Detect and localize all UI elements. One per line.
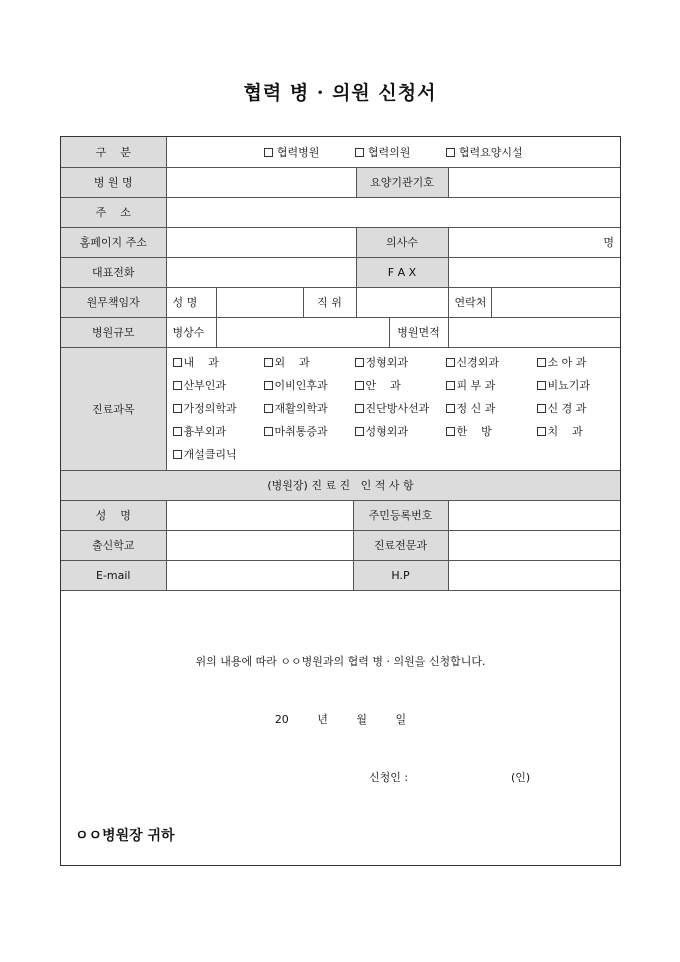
application-form (60, 136, 621, 866)
checkbox-icon[interactable] (537, 381, 546, 390)
department-option[interactable] (355, 377, 446, 393)
category-row (61, 137, 620, 167)
manager-name-label: 성 명 (166, 287, 216, 317)
department-label: 성형외과 (365, 425, 409, 438)
department-label: 신경외과 (456, 356, 500, 369)
departments-label: 진료과목 (61, 347, 166, 470)
form-table (61, 137, 620, 591)
phone-row (61, 257, 620, 287)
departments-grid (173, 351, 615, 466)
manager-row (61, 287, 620, 317)
department-label: 한 방 (456, 425, 492, 438)
addressee: ㅇㅇ병원장 귀하 (75, 828, 175, 844)
checkbox-icon[interactable] (173, 358, 182, 367)
address-label: 주 소 (61, 197, 166, 227)
fax-label: F A X (356, 257, 448, 287)
department-option[interactable] (537, 377, 607, 393)
department-option[interactable] (173, 400, 264, 416)
department-label: 내 과 (183, 356, 219, 369)
checkbox-icon[interactable] (355, 381, 364, 390)
department-label: 재활의학과 (274, 402, 328, 415)
department-label: 외 과 (274, 356, 310, 369)
checkbox-icon[interactable] (355, 404, 364, 413)
department-label: 가정의학과 (183, 402, 237, 415)
scale-row (61, 317, 620, 347)
department-label: 비뇨기과 (547, 379, 591, 392)
email-label: E-mail (61, 560, 166, 590)
specialty-field[interactable] (448, 530, 620, 560)
department-label: 정형외과 (365, 356, 409, 369)
checkbox-icon[interactable] (173, 404, 182, 413)
doctor-count-field[interactable] (448, 227, 620, 257)
rrn-label: 주민등록번호 (353, 500, 448, 530)
phone-field[interactable] (166, 257, 356, 287)
department-label: 진단방사선과 (365, 402, 430, 415)
department-option[interactable] (173, 423, 264, 439)
department-label: 피 부 과 (456, 379, 496, 392)
application-statement: 위의 내용에 따라 ㅇㅇ병원과의 협력 병 · 의원을 신청합니다. (195, 655, 486, 668)
school-field[interactable] (166, 530, 353, 560)
fax-field[interactable] (448, 257, 620, 287)
checkbox-icon[interactable] (264, 404, 273, 413)
category-options (166, 137, 620, 167)
hospital-name-row (61, 167, 620, 197)
checkbox-icon[interactable] (537, 404, 546, 413)
departments-cell (166, 347, 620, 470)
email-row (61, 560, 620, 590)
department-label: 신 경 과 (547, 402, 587, 415)
director-name-field[interactable] (166, 500, 353, 530)
department-label: 개설클리닉 (183, 448, 237, 461)
area-field[interactable] (448, 317, 620, 347)
departments-row (61, 347, 620, 470)
manager-position-label: 직 위 (303, 287, 356, 317)
department-option[interactable] (264, 354, 355, 370)
homepage-row (61, 227, 620, 257)
email-field[interactable] (166, 560, 353, 590)
department-option[interactable] (537, 423, 607, 439)
manager-label: 원무책임자 (61, 287, 166, 317)
department-option[interactable] (537, 400, 607, 416)
checkbox-icon[interactable] (537, 427, 546, 436)
department-option[interactable] (173, 354, 264, 370)
checkbox-icon[interactable] (446, 427, 455, 436)
institution-code-label: 요양기관기호 (356, 167, 448, 197)
address-row (61, 197, 620, 227)
checkbox-icon[interactable] (173, 450, 182, 459)
beds-label: 병상수 (166, 317, 216, 347)
manager-contact-field[interactable] (491, 287, 620, 317)
department-label: 정 신 과 (456, 402, 496, 415)
signature-section (61, 629, 620, 865)
doctor-count-unit: 명 (603, 236, 615, 249)
checkbox-icon[interactable] (355, 358, 364, 367)
director-name-row (61, 500, 620, 530)
homepage-label: 홈페이지 주소 (61, 227, 166, 257)
department-option[interactable] (355, 400, 446, 416)
department-option[interactable] (173, 446, 264, 462)
phone-label: 대표전화 (61, 257, 166, 287)
checkbox-icon[interactable] (264, 427, 273, 436)
director-header-row (61, 470, 620, 500)
manager-contact-label: 연락처 (448, 287, 491, 317)
department-option[interactable] (446, 354, 537, 370)
checkbox-icon[interactable] (446, 148, 455, 157)
department-option[interactable] (537, 354, 607, 370)
address-field[interactable] (166, 197, 620, 227)
director-name-label: 성 명 (61, 500, 166, 530)
checkbox-icon[interactable] (537, 358, 546, 367)
hospital-name-field[interactable] (166, 167, 356, 197)
homepage-field[interactable] (166, 227, 356, 257)
hp-label: H.P (353, 560, 448, 590)
department-label: 이비인후과 (274, 379, 328, 392)
hospital-name-label: 병 원 명 (61, 167, 166, 197)
category-label: 구 분 (61, 137, 166, 167)
option-partner-clinic[interactable]: 협력의원 (355, 146, 411, 159)
seal-label: (인) (511, 771, 531, 784)
department-option[interactable] (355, 354, 446, 370)
department-label: 치 과 (547, 425, 583, 438)
department-label: 흉부외과 (183, 425, 227, 438)
department-label: 안 과 (365, 379, 401, 392)
department-option[interactable] (446, 377, 537, 393)
department-option[interactable] (264, 423, 355, 439)
school-row (61, 530, 620, 560)
department-label: 소 아 과 (547, 356, 587, 369)
checkbox-icon[interactable] (446, 381, 455, 390)
department-option[interactable] (446, 400, 537, 416)
checkbox-icon[interactable] (446, 404, 455, 413)
institution-code-field[interactable] (448, 167, 620, 197)
department-label: 산부인과 (183, 379, 227, 392)
hp-field[interactable] (448, 560, 620, 590)
checkbox-icon[interactable] (264, 358, 273, 367)
manager-name-field[interactable] (216, 287, 303, 317)
applicant-label: 신청인 : (369, 771, 409, 784)
manager-position-field[interactable] (356, 287, 448, 317)
department-label: 마취통증과 (274, 425, 328, 438)
scale-label: 병원규모 (61, 317, 166, 347)
checkbox-icon[interactable] (264, 148, 273, 157)
school-label: 출신학교 (61, 530, 166, 560)
date-line: 20 년 월 일 (274, 713, 407, 726)
department-option[interactable] (264, 400, 355, 416)
doctor-count-label: 의사수 (356, 227, 448, 257)
checkbox-icon[interactable] (355, 427, 364, 436)
department-option[interactable] (446, 423, 537, 439)
checkbox-icon[interactable] (355, 148, 364, 157)
checkbox-icon[interactable] (173, 381, 182, 390)
option-partner-hospital[interactable]: 협력병원 (264, 146, 320, 159)
beds-field[interactable] (216, 317, 389, 347)
department-option[interactable] (264, 377, 355, 393)
checkbox-icon[interactable] (173, 427, 182, 436)
department-option[interactable] (173, 377, 264, 393)
form-title: 협력 병 · 의원 신청서 (243, 82, 437, 104)
area-label: 병원면적 (389, 317, 448, 347)
rrn-field[interactable] (448, 500, 620, 530)
specialty-label: 진료전문과 (353, 530, 448, 560)
option-partner-care-facility[interactable]: 협력요양시설 (446, 146, 523, 159)
checkbox-icon[interactable] (446, 358, 455, 367)
checkbox-icon[interactable] (264, 381, 273, 390)
department-option[interactable] (355, 423, 446, 439)
director-section-header: (병원장) 진 료 진 인 적 사 항 (61, 470, 620, 500)
